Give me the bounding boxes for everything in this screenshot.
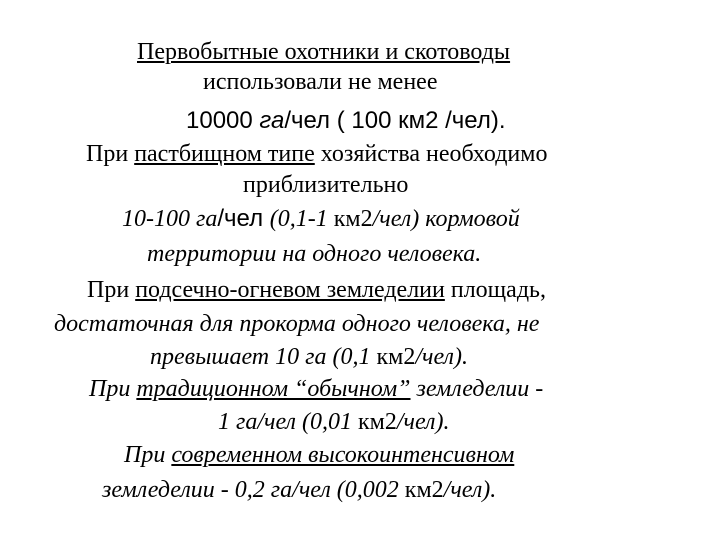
para3-line3: [0, 343, 720, 371]
para4-line1: [0, 375, 720, 403]
para1-line3: [0, 107, 720, 135]
para1-unit-ga: га: [259, 107, 285, 134]
para3-sufficient: достаточная для прокорма одного человека, не: [54, 311, 540, 337]
para3-line1: [0, 276, 720, 304]
para1-line2: [0, 68, 720, 96]
para4-km2: км2: [358, 409, 397, 435]
para2-range: 10-100 га: [122, 206, 218, 232]
para2-line2: [0, 171, 720, 199]
para5-km2: км2: [404, 477, 444, 503]
para3-prefix: При: [87, 277, 136, 303]
para2-line4: [0, 240, 720, 268]
para4-per-person: /чел).: [396, 409, 450, 435]
para1-line1: [0, 38, 720, 66]
para2-feed: /чел) кормовой: [372, 206, 520, 232]
para5-value: земледелии - 0,2 га/чел (0,002: [102, 477, 405, 503]
para3-area: площадь,: [444, 277, 546, 303]
para3-exceeds: превышает 10 га (0,1: [150, 344, 377, 370]
para2-km-range: (0,1-1: [269, 206, 334, 232]
para2-approx: приблизительно: [243, 172, 409, 198]
para3-per-person: /чел).: [415, 344, 468, 370]
para1-line2-text: использовали не менее: [203, 69, 438, 95]
para2-prefix: При: [86, 141, 135, 167]
para3-km2: км2: [376, 344, 416, 370]
para4-prefix: При: [89, 376, 137, 402]
para1-number: 10000: [186, 107, 260, 134]
para2-line3: [0, 205, 720, 233]
para5-line2: [0, 476, 720, 504]
para1-rest: /чел ( 100 км2 /чел).: [284, 107, 506, 134]
para4-line2: [0, 408, 720, 436]
para2-territory: территории на одного человека.: [147, 241, 482, 267]
para5-modern: современном высокоинтенсивном: [171, 442, 515, 468]
para5-line1: [0, 441, 720, 469]
para2-pasture-type: пастбищном типе: [134, 141, 315, 167]
para5-per-person: /чел).: [443, 477, 497, 503]
para3-slash-burn: подсечно-огневом земледелии: [135, 277, 445, 303]
para4-value: 1 га/чел (0,01: [218, 409, 358, 435]
para2-per-person: /чел: [217, 205, 270, 232]
para2-suffix: хозяйства необходимо: [314, 141, 548, 167]
para1-heading-text: Первобытные охотники и скотоводы: [137, 39, 511, 65]
para5-prefix: При: [124, 442, 172, 468]
para2-km2: км2: [333, 206, 373, 232]
para2-line1: [0, 140, 720, 168]
para4-traditional: традиционном “обычном”: [136, 376, 411, 402]
para3-line2: [0, 310, 720, 338]
para4-farming: земледелии -: [410, 376, 544, 402]
